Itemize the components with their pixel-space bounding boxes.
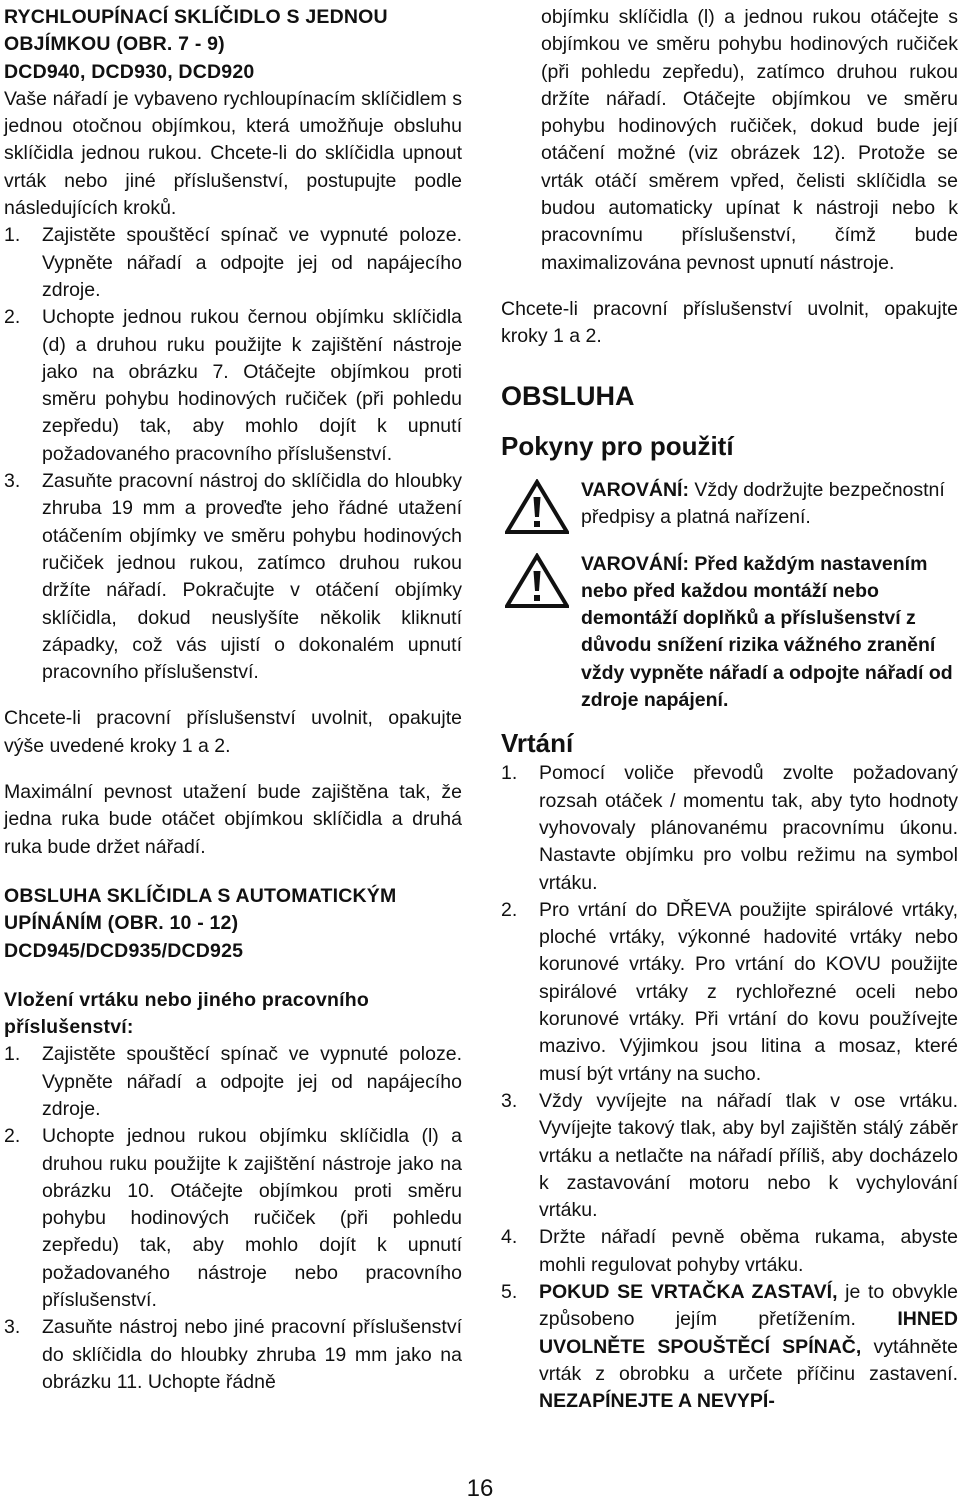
warning-label: VAROVÁNÍ: xyxy=(581,552,689,575)
max-tightness-paragraph: Maximální pevnost utažení bude zajištěna tak, že jedna ruka bude otáčet objímkou sklíčidla a druhá ruka bude držet nářadí. xyxy=(4,781,462,858)
step-text: Pomocí voliče převodů zvolte požadovaný rozsah otáček / momentu tak, aby tyto hodnoty vyhovovaly plánovanému pracovnímu úkonu. Nastavte objímku pro volbu režimu na symbol vrtáku. xyxy=(539,762,958,894)
step-number: 2. xyxy=(4,306,21,329)
left-column xyxy=(4,4,462,1396)
list-item xyxy=(501,760,958,896)
chuck-steps-list-1 xyxy=(4,222,462,686)
warning-block-2 xyxy=(501,551,958,715)
continued-step-text: objímku sklíčidla (l) a jednou rukou otáčejte s objímkou ve směru pohybu hodinových ručiček (při pohledu zepředu), zatímco druhou rukou držíte nářadí. Otáčejte objímkou ve směru pohybu hodinových ručiček, dokud bude její otáčení možné (viz obrázek 12). Protože se vrták otáčí směrem vpřed, čelisti sklíčidla se budou automaticky upínat k nástroji nebo k pracovnímu příslušenství, čímž bude maximalizována pevnost upnutí nástroje. xyxy=(541,6,958,274)
list-item xyxy=(501,1224,958,1279)
step-number: 4. xyxy=(501,1226,518,1249)
chuck-steps-list-2 xyxy=(4,1041,462,1396)
step-number: 1. xyxy=(501,762,518,785)
step-text: Uchopte jednou rukou objímku sklíčidla (l) a druhou ruku použijte k zajištění nástroje jako na obrázku 10. Otáčejte objímkou proti směru pohybu hodinových ručiček (při pohledu zepředu) tak, aby mohlo dojít k upnutí požadovaného nástroje nebo pracovního příslušenství. xyxy=(42,1125,462,1312)
step-text: Pro vrtání do DŘEVA použijte spirálové vrtáky, ploché vrtáky, výkonné hadovité vrtáky nebo korunové vrtáky. Pro vrtání do KOVU použijte spirálové vrtáky z rychlořezné oceli nebo korunové vrtáky. Při vrtání do kovu používejte mazivo. Výjimkou jsou litina a mosaz, které musí být vrtány na sucho. xyxy=(539,898,958,1085)
step-text: Zajistěte spouštěcí spínač ve vypnuté poloze. Vypněte nářadí a odpojte jej od napájecího zdroje. xyxy=(42,224,462,301)
list-item xyxy=(4,1041,462,1123)
step-number: 2. xyxy=(4,1125,21,1148)
list-item xyxy=(4,222,462,304)
heading-autolock-chuck: OBSLUHA SKLÍČIDLA S AUTOMATICKÝM UPÍNÁNÍM (OBR. 10 - 12) xyxy=(4,884,397,935)
warning-triangle-icon xyxy=(505,553,569,609)
step-text: je to obvykle způsobeno jejím přetížením. xyxy=(539,1280,958,1331)
list-item xyxy=(501,1088,958,1224)
subheading-insert-bit: Vložení vrtáku nebo jiného pracovního příslušenství: xyxy=(4,988,369,1039)
step-text: Zajistěte spouštěcí spínač ve vypnuté poloze. Vypněte nářadí a odpojte jej od napájecího zdroje. xyxy=(42,1043,462,1120)
step-number: 2. xyxy=(501,898,518,921)
warning-body: Před každým nastavením nebo před každou montáží nebo demontáží doplňků a příslušenství z důvodu snížení rizika vážného zranění vždy vypněte nářadí a odpojte nářadí od zdroje napájení. xyxy=(581,552,953,712)
step-number: 5. xyxy=(501,1280,518,1303)
right-column xyxy=(501,4,958,1415)
list-item xyxy=(4,468,462,686)
release-paragraph-2: Chcete-li pracovní příslušenství uvolnit, opakujte kroky 1 a 2. xyxy=(501,297,958,348)
step-text: Zasuňte pracovní nástroj do sklíčidla do hloubky zhruba 19 mm a proveďte jeho řádné utažení otáčením objímky ve směru pohybu hodinových ručiček jednou rukou, zatímco druhou rukou držíte nářadí. Pokračujte v otáčení objímky sklíčidla, dokud neuslyšíte několik kliknutí západky, což vás ujistí o dokonalém upnutí pracovního příslušenství. xyxy=(42,470,462,684)
step-text: Držte nářadí pevně oběma rukama, abyste mohli regulovat pohyby vrtáku. xyxy=(539,1226,958,1276)
step-bold-text: POKUD SE VRTAČKA ZASTAVÍ, xyxy=(539,1280,838,1303)
step-number: 3. xyxy=(4,470,21,493)
list-item xyxy=(4,1123,462,1314)
usage-instructions-title: Pokyny pro použití xyxy=(501,430,734,461)
step-text: Zasuňte nástroj nebo jiné pracovní příslušenství do sklíčidla do hloubky zhruba 19 mm jako na obrázku 11. Uchopte řádně xyxy=(42,1316,462,1393)
models-line-2: DCD945/DCD935/DCD925 xyxy=(4,939,244,962)
warning-triangle-icon xyxy=(505,479,569,535)
release-paragraph-1: Chcete-li pracovní příslušenství uvolnit, opakujte výše uvedené kroky 1 a 2. xyxy=(4,707,462,757)
step-text: Uchopte jednou rukou černou objímku sklíčidla (d) a druhou ruku použijte k zajištění nástroje jako na obrázku 7. Otáčejte objímkou proti směru pohybu hodinových ručiček (při pohledu zepředu) tak, aby mohlo dojít k upnutí požadovaného pracovního příslušenství. xyxy=(42,306,462,465)
drilling-steps-list xyxy=(501,760,958,1415)
warning-block-1 xyxy=(501,477,958,537)
step-bold-text: IHNED UVOLNĚTE SPOUŠTĚCÍ SPÍNAČ, xyxy=(539,1308,958,1358)
page-number: 16 xyxy=(466,1475,494,1502)
heading-single-sleeve-chuck: RYCHLOUPÍNACÍ SKLÍČIDLO S JEDNOU OBJÍMKOU (OBR. 7 - 9) xyxy=(4,6,388,56)
step-text: vytáhněte vrták z obrobku a určete příčinu zastavení. xyxy=(539,1335,958,1385)
drilling-title: Vrtání xyxy=(501,728,574,759)
list-item xyxy=(4,304,462,468)
step-number: 1. xyxy=(4,224,21,247)
step-text: Vždy vyvíjejte na nářadí tlak v ose vrtáku. Vyvíjejte takový tlak, aby byl zajištěn stálý záběr vrtáku a netlačte na nářadí příliš, aby docházelo k zastavování motoru nebo k vychylování vrtáku. xyxy=(539,1089,958,1222)
step-bold-text: NEZAPÍNEJTE A NEVYPÍ- xyxy=(539,1390,775,1413)
step-number: 3. xyxy=(4,1316,21,1339)
intro-paragraph: Vaše nářadí je vybaveno rychloupínacím sklíčidlem s jednou otočnou objímkou, která umožňuje obsluhu sklíčidla jednou rukou. Chcete-li do sklíčidla upnout vrták nebo jiné příslušenství, postupujte podle následujících kroků. xyxy=(4,87,462,220)
warning-text-1 xyxy=(581,477,958,532)
warning-body: Vždy dodržujte bezpečnostní předpisy a platná nařízení. xyxy=(581,478,945,528)
list-item xyxy=(4,1314,462,1396)
warning-label: VAROVÁNÍ: xyxy=(581,478,689,501)
warning-text-2 xyxy=(581,551,958,715)
list-item xyxy=(501,897,958,1088)
step-number: 3. xyxy=(501,1089,518,1112)
list-item xyxy=(501,1279,958,1415)
step-number: 1. xyxy=(4,1043,21,1066)
section-title-operation: OBSLUHA xyxy=(501,380,635,411)
models-line-1: DCD940, DCD930, DCD920 xyxy=(4,60,255,83)
